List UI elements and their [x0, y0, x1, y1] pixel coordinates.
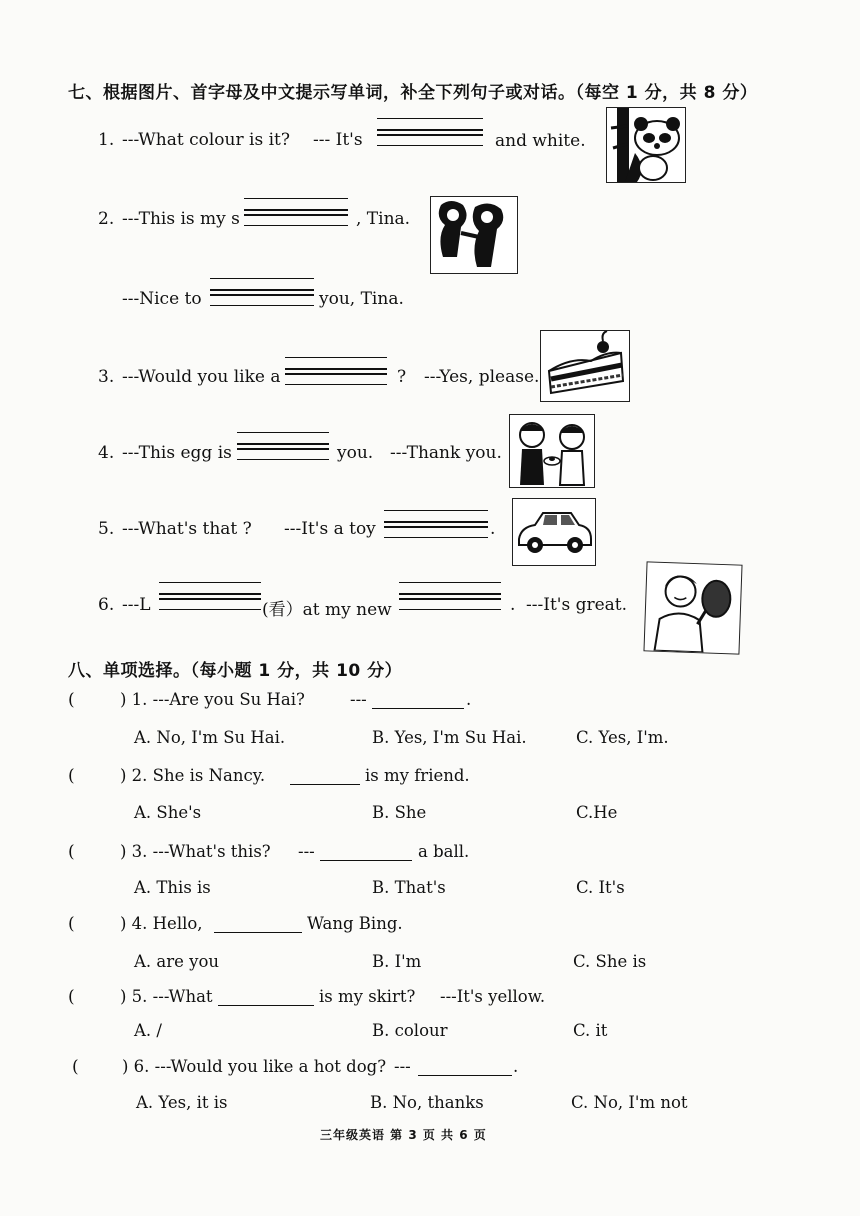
sister-icon: [431, 197, 517, 273]
q7-5-text-b: ---It's a toy: [284, 519, 376, 539]
mc5-option-b[interactable]: B. colour: [372, 1021, 448, 1040]
mc4-question: ) 4. Hello,: [120, 914, 203, 933]
mc2-answer-paren[interactable]: (: [68, 766, 75, 786]
q7-3-text-c: ---Yes, please.: [424, 367, 540, 387]
mc3-option-b[interactable]: B. That's: [372, 878, 446, 897]
q7-1-text-c: and white.: [495, 131, 586, 151]
mc3-option-c[interactable]: C. It's: [576, 878, 625, 897]
mc2-option-a[interactable]: A. She's: [134, 803, 202, 822]
car-icon: [513, 499, 595, 565]
mc1-option-a[interactable]: A. No, I'm Su Hai.: [134, 728, 286, 747]
mc4-option-a[interactable]: A. are you: [134, 952, 220, 971]
q7-3-blank[interactable]: [285, 357, 387, 387]
q7-2-blank[interactable]: [244, 198, 348, 228]
mc1-end: .: [466, 690, 472, 709]
cake-picture: [540, 330, 630, 402]
mc5-option-a[interactable]: A. /: [134, 1021, 162, 1040]
mc3-question: ) 3. ---What's this?: [120, 842, 271, 861]
mc4-answer-paren[interactable]: (: [68, 914, 75, 934]
section-8-title: 八、单项选择。（每小题 1 分，共 10 分）: [68, 661, 403, 681]
q7-2-number: 2.: [98, 209, 115, 229]
car-picture: [512, 498, 596, 566]
mc4-end: Wang Bing.: [307, 914, 403, 933]
children-picture: [509, 414, 595, 488]
q7-2b-blank[interactable]: [210, 278, 314, 308]
mc1-option-b[interactable]: B. Yes, I'm Su Hai.: [372, 728, 527, 747]
q7-5-number: 5.: [98, 519, 115, 539]
mc1-dash: ---: [350, 690, 367, 709]
children-icon: [510, 415, 594, 487]
mc2-end: is my friend.: [365, 766, 470, 785]
mc6-option-c[interactable]: C. No, I'm not: [571, 1093, 688, 1112]
mc4-option-b[interactable]: B. I'm: [372, 952, 422, 971]
q7-3-number: 3.: [98, 367, 115, 387]
q7-2-text: ---This is my s: [122, 209, 240, 229]
q7-4-text-b: you.: [337, 443, 374, 463]
mc4-blank[interactable]: [214, 932, 302, 933]
mc3-answer-paren[interactable]: (: [68, 842, 75, 862]
mc3-dash: ---: [298, 842, 315, 861]
q7-1-text-b: --- It's: [313, 130, 363, 150]
mc5-end: is my skirt?: [319, 987, 416, 1006]
q7-6-text-c: .: [510, 595, 516, 615]
q7-1-text: ---What colour is it?: [122, 130, 290, 150]
q7-5-text-c: .: [490, 519, 496, 539]
mc6-dash: ---: [394, 1057, 411, 1076]
mc5-blank[interactable]: [218, 1005, 314, 1006]
q7-1-blank[interactable]: [377, 118, 483, 148]
mc2-option-b[interactable]: B. She: [372, 803, 427, 822]
mc5-option-c[interactable]: C. it: [573, 1021, 608, 1040]
mc5-question: ) 5. ---What: [120, 987, 213, 1006]
mc6-option-a[interactable]: A. Yes, it is: [136, 1093, 228, 1112]
cake-icon: [541, 331, 629, 401]
q7-3-text: ---Would you like a: [122, 367, 281, 387]
q7-5-blank[interactable]: [384, 510, 488, 540]
mc3-blank[interactable]: [320, 860, 412, 861]
q7-6-text-d: ---It's great.: [526, 595, 628, 615]
mc4-option-c[interactable]: C. She is: [573, 952, 647, 971]
q7-2-text-b: , Tina.: [356, 209, 411, 229]
mc3-option-a[interactable]: A. This is: [134, 878, 211, 897]
mc5-answer-text: ---It's yellow.: [440, 987, 546, 1006]
q7-2b-text: ---Nice to: [122, 289, 202, 309]
boy-fan-icon: [644, 562, 741, 653]
q7-4-blank[interactable]: [237, 432, 329, 462]
mc2-blank[interactable]: [290, 784, 360, 785]
q7-4-text: ---This egg is: [122, 443, 232, 463]
mc1-answer-paren[interactable]: (: [68, 690, 75, 710]
q7-1-number: 1.: [98, 130, 115, 150]
q7-6-number: 6.: [98, 595, 115, 615]
sister-picture: [430, 196, 518, 274]
page-footer: 三年级英语 第 3 页 共 6 页: [320, 1128, 487, 1142]
section-7-title: 七、根据图片、首字母及中文提示写单词，补全下列句子或对话。（每空 1 分，共 8 分）: [68, 83, 758, 103]
boy-fan-picture: [643, 561, 742, 654]
q7-6-blank-1[interactable]: [159, 582, 261, 612]
mc2-option-c[interactable]: C.He: [576, 803, 618, 822]
q7-6-text: ---L: [122, 595, 151, 615]
mc3-end: a ball.: [418, 842, 470, 861]
q7-6-text-b: (看）at my new: [262, 600, 392, 620]
mc5-answer-paren[interactable]: (: [68, 987, 75, 1007]
panda-icon: [607, 108, 685, 182]
q7-4-text-c: ---Thank you.: [390, 443, 502, 463]
mc6-end: .: [513, 1057, 519, 1076]
q7-3-text-b: ?: [397, 367, 407, 387]
q7-4-number: 4.: [98, 443, 115, 463]
q7-6-blank-2[interactable]: [399, 582, 501, 612]
mc2-question: ) 2. She is Nancy.: [120, 766, 266, 785]
mc1-question: ) 1. ---Are you Su Hai?: [120, 690, 305, 709]
q7-2b-text-b: you, Tina.: [319, 289, 404, 309]
mc6-answer-paren[interactable]: (: [72, 1057, 79, 1077]
q7-5-text: ---What's that ?: [122, 519, 252, 539]
mc1-blank[interactable]: [372, 708, 464, 709]
mc6-option-b[interactable]: B. No, thanks: [370, 1093, 484, 1112]
mc1-option-c[interactable]: C. Yes, I'm.: [576, 728, 669, 747]
panda-picture: [606, 107, 686, 183]
mc6-question: ) 6. ---Would you like a hot dog?: [122, 1057, 387, 1076]
mc6-blank[interactable]: [418, 1075, 512, 1076]
